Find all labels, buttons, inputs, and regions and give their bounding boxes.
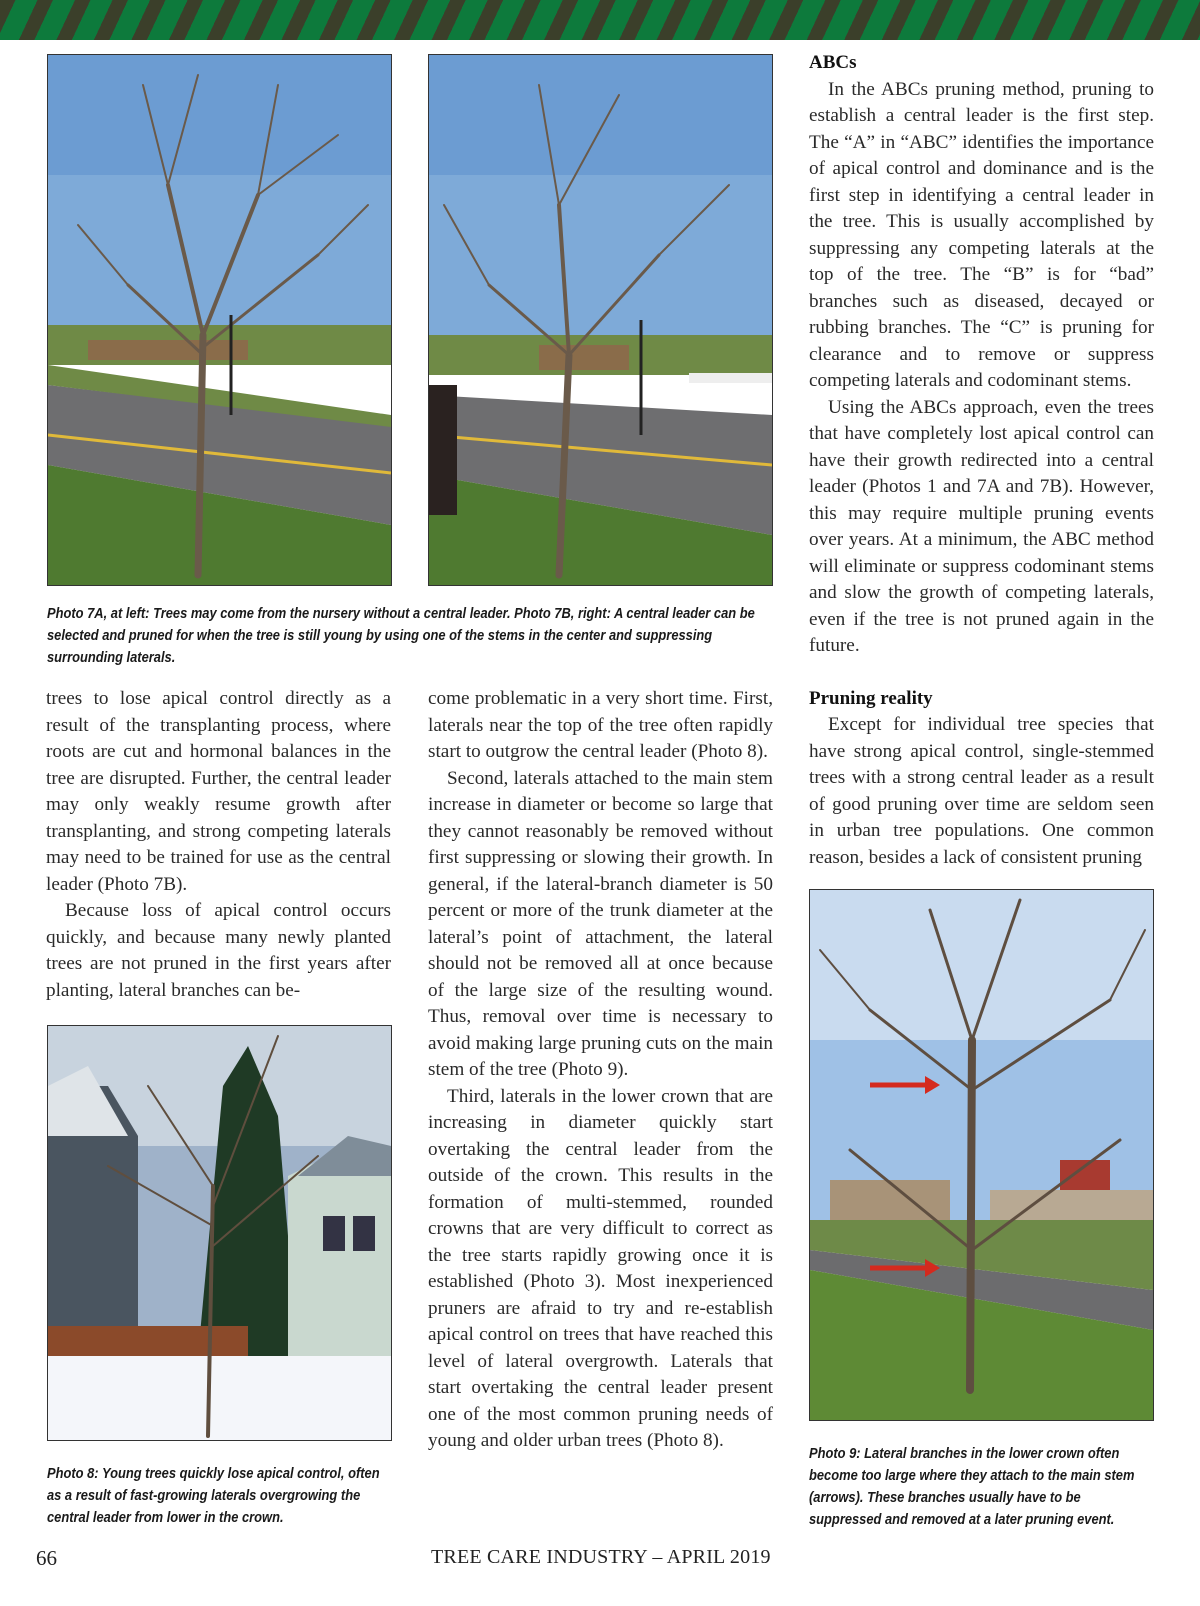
- heading-abcs: ABCs: [809, 52, 857, 73]
- col2-paragraph-1: come problematic in a very short time. First, laterals near the top of the tree often rapidly start to outgrow the central leader (Photo 8).: [428, 688, 773, 762]
- magazine-footer: TREE CARE INDUSTRY – APRIL 2019: [431, 1546, 771, 1568]
- column-3: [809, 50, 1154, 871]
- col3-paragraph-2: Using the ABCs approach, even the trees that have completely lost apical control can have their growth redirected into a central leader (Photos 1 and 7A and 7B). However, this may require multiple pruning events over years. At a minimum, the ABC method will eliminate or suppress codominant stems and slow the growth of competing laterals, even if the tree is not pruned again in the future.: [809, 396, 1154, 656]
- photo-8-caption: Photo 8: Young trees quickly lose apical control, often as a result of fast-growing laterals overgrowing the central leader from lower in the crown.: [47, 1465, 380, 1526]
- col3-paragraph-3: Except for individual tree species that have strong apical control, single-stemmed trees with a strong central leader as a result of good pruning over time are seldom seen in urban tree populations. One common reason, besides a lack of consistent pruning: [809, 714, 1154, 868]
- column-2: [428, 686, 773, 1455]
- col2-paragraph-2: Second, laterals attached to the main stem increase in diameter or become so large that they cannot reasonably be removed without first suppressing or slowing their growth. In general, if the lateral-branch diameter is 50 percent or more of the trunk diameter at the lateral’s point of attachment, the lateral should not be removed all at once because of the large size of the resulting wound. Thus, removal over time is necessary to avoid making large pruning cuts on the main stem of the tree (Photo 9).: [428, 767, 773, 1080]
- photo-7-caption: Photo 7A, at left: Trees may come from the nursery without a central leader. Photo 7B, right: A central leader can be selected and pruned for when the tree is still young by using one of the stems in the center and suppressing surrounding laterals.: [47, 605, 755, 666]
- column-1: [46, 686, 391, 1004]
- photo-7a: [47, 54, 392, 586]
- page-number: 66: [36, 1546, 57, 1570]
- col2-paragraph-3: Third, laterals in the lower crown that are increasing in diameter quickly start overtaking the central leader from the outside of the crown. This results in the formation of multi-stemmed, rounded crowns that are very difficult to correct as the tree starts rapidly growing once it is established (Photo 3). Most inexperienced pruners are afraid to try and re-establish apical control on trees that have reached this level of lateral overgrowth. Laterals that start overtaking the central leader present one of the most common pruning needs of young and older urban trees (Photo 8).: [428, 1085, 773, 1451]
- photo-7b: [428, 54, 773, 586]
- col3-paragraph-1: In the ABCs pruning method, pruning to establish a central leader is the first step. The “A” in “ABC” identifies the importance of apical control and dominance and is the first step in identifying a central leader in the tree. This is usually accomplished by suppressing any competing laterals at the top of the tree. The “B” is for “bad” branches such as diseased, decayed or rubbing branches. The “C” is pruning for clearance and to remove or suppress competing laterals and codominant stems.: [809, 78, 1154, 391]
- col1-paragraph-1: trees to lose apical control directly as a result of the transplanting process, where roots are cut and hormonal balances in the tree are disrupted. Further, the central leader may only weakly resume growth after transplanting, and strong competing laterals may need to be trained for use as the central leader (Photo 7B).: [46, 688, 391, 895]
- col1-paragraph-2: Because loss of apical control occurs quickly, and because many newly planted trees are not pruned in the first years after planting, lateral branches can be-: [46, 900, 391, 1001]
- header-stripe-band: [0, 0, 1200, 40]
- photo-9: [809, 889, 1154, 1421]
- photo-8: [47, 1025, 392, 1441]
- heading-pruning-reality: Pruning reality: [809, 687, 933, 709]
- photo-9-caption: Photo 9: Lateral branches in the lower crown often become too large where they attach to the main stem (arrows). These branches usually have to be suppressed and removed at a later pruning event.: [809, 1445, 1135, 1528]
